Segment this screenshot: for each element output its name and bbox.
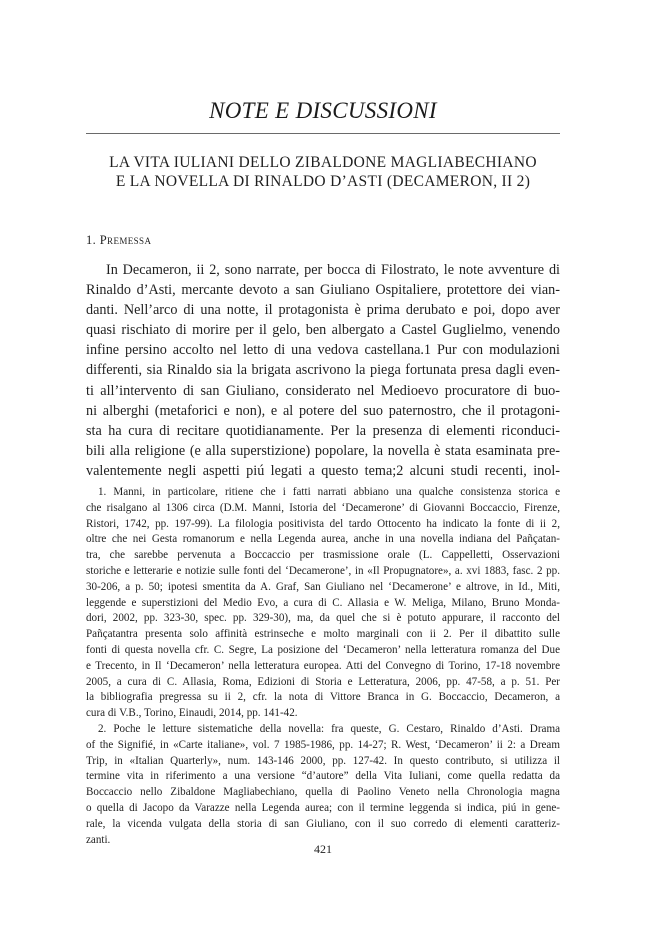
footnote-line: zanti. bbox=[86, 833, 111, 846]
footnote-line: Ristori, 1742, pp. 197-99). La filologia positivista del tardo Ottocento ha indicato la fonte di ii 2, bbox=[86, 517, 560, 530]
body-line: differenti, sia Rinaldo sia la brigata ascrivono la piega fortunata presa dagli even- bbox=[86, 362, 560, 379]
footnote-line: Trip, in «Italian Quarterly», num. 143-146 2000, pp. 127-42. In questo contributo, si utilizza il bbox=[86, 754, 560, 767]
body-line: ti all’intervento di san Giuliano, considerato nel Medioevo procuratore di buo- bbox=[86, 382, 560, 399]
footnote-line: e Trecento, in Il ‘Decameron’ nella letteratura europea. Atti del Convegno di Torino, 17-18 novembre bbox=[86, 659, 560, 672]
body-line: quasi rischiato di morire per il gelo, ben albergato a Castel Guglielmo, venendo bbox=[86, 322, 560, 339]
footnote-line: la bibliografia pregressa su ii 2, cfr. la nota di Vittore Branca in G. Boccaccio, Decameron, a bbox=[86, 691, 560, 704]
body-text bbox=[86, 260, 560, 481]
body-line: danti. Nell’arco di una notte, il protagonista è prima derubato e poi, dopo aver bbox=[86, 302, 560, 319]
footnote-line: Pañçatantra presenta solo affinità estrinseche e molto marginali con ii 2. Per il dibattito sulle bbox=[86, 628, 560, 641]
article-title-line-1: LA VITA IULIANI DELLO ZIBALDONE MAGLIABECHIANO bbox=[109, 154, 537, 171]
footnote-line: cura di V.B., Torino, Einaudi, 2014, pp. 141-42. bbox=[86, 707, 298, 720]
article-title bbox=[86, 153, 560, 191]
body-line: bili alla religione (e alla superstizione) popolare, la novella è stata esaminata pre- bbox=[86, 442, 560, 459]
body-line: sta ha cura di recitare quotidianamente. Per la presenza di elementi riconduci- bbox=[86, 422, 560, 439]
footnote-line: dori, 2002, pp. 323-30, spec. pp. 329-30), ma, da quel che si è potuto appurare, il racconto del bbox=[86, 612, 560, 625]
article-title-line-2: E LA NOVELLA DI RINALDO D’ASTI (DECAMERON, II 2) bbox=[115, 173, 531, 190]
footnote-line: 2005, a cura di C. Allasia, Roma, Edizioni di Storia e Letteratura, 2006, pp. 47-58, a p. 51. Per bbox=[86, 675, 560, 688]
footnote-line: leggende e superstizioni del Medio Evo, a cura di C. Allasia e W. Meliga, Milano, Bruno Monda- bbox=[86, 596, 560, 609]
title-rule bbox=[86, 133, 560, 134]
footnote-line: rale, la vicenda vulgata della storia di san Giuliano, con il suo corredo di elementi caratteriz- bbox=[86, 817, 560, 830]
section-heading: 1. Premessa bbox=[86, 233, 152, 247]
page-number: 421 bbox=[314, 842, 332, 856]
footnote-line: 1. Manni, in particolare, ritiene che i fatti narrati abbiano una qualche consistenza storica e bbox=[98, 486, 560, 498]
footnote-line: oltre che nei Gesta romanorum e nella Legenda aurea, anche in una novella indiana del Pañçatan- bbox=[86, 533, 560, 546]
body-line: ni alberghi (metaforici e non), e al potere del suo paternostro, che il protagoni- bbox=[86, 402, 560, 419]
footnotes bbox=[86, 485, 560, 848]
footnote-line: of the Signifié, in «Carte italiane», vol. 7 1985-1986, pp. 14-27; R. West, ‘Decameron’ ii 2: a Dream bbox=[86, 738, 560, 751]
footnote-line: termine vita in riferimento a una versione “d’autore” della Vita Iuliani, come quella redatta da bbox=[86, 770, 560, 783]
body-line: In Decameron, ii 2, sono narrate, per bocca di Filostrato, le note avventure di bbox=[106, 262, 560, 278]
body-line: infine persino accolto nel letto di una vedova castellana.1 Pur con modulazioni bbox=[86, 342, 560, 359]
footnote-line: o quella di Jacopo da Varazze nella Legenda aurea; con il termine leggenda si indica, piú in gene- bbox=[86, 801, 560, 814]
body-line: valentemente negli aspetti piú legati a questo tema;2 alcuni studi recenti, inol- bbox=[86, 462, 560, 479]
footnote-line: storiche e letterarie e notizie sulle fonti del ‘Decamerone’, in «Il Propugnatore», a. xvi 1883, fasc. 2 pp. bbox=[86, 564, 560, 577]
body-line: Rinaldo d’Asti, mercante devoto a san Giuliano Ospitaliere, protettore dei vian- bbox=[86, 282, 560, 299]
footnote-line: tra, che sarebbe pervenuta a Boccaccio per trasmissione orale (L. Cappelletti, Osservazioni bbox=[86, 549, 560, 562]
footnote-line: Boccaccio nello Zibaldone Magliabechiano, quella di Paolino Veneto nella Chronologia magna bbox=[86, 786, 560, 799]
footnote-line: 2. Poche le letture sistematiche della novella: fra queste, G. Cestaro, Rinaldo d’Asti. Drama bbox=[98, 722, 560, 735]
section-title: NOTE E DISCUSSIONI bbox=[209, 98, 437, 123]
footnote-line: 30-206, a p. 50; ipotesi smentita da A. Graf, San Giuliano nel ‘Decamerone’ e altrove, in Id., Miti, bbox=[86, 580, 560, 593]
footnote-line: fonti di questa novella cfr. C. Segre, La posizione del ‘Decameron’ nella letteratura romanza del Due bbox=[86, 643, 560, 656]
footnote-line: che risalgano al 1306 circa (D.M. Manni, Istoria del ‘Decamerone’ di Giovanni Boccaccio, Firenze, bbox=[86, 501, 560, 514]
